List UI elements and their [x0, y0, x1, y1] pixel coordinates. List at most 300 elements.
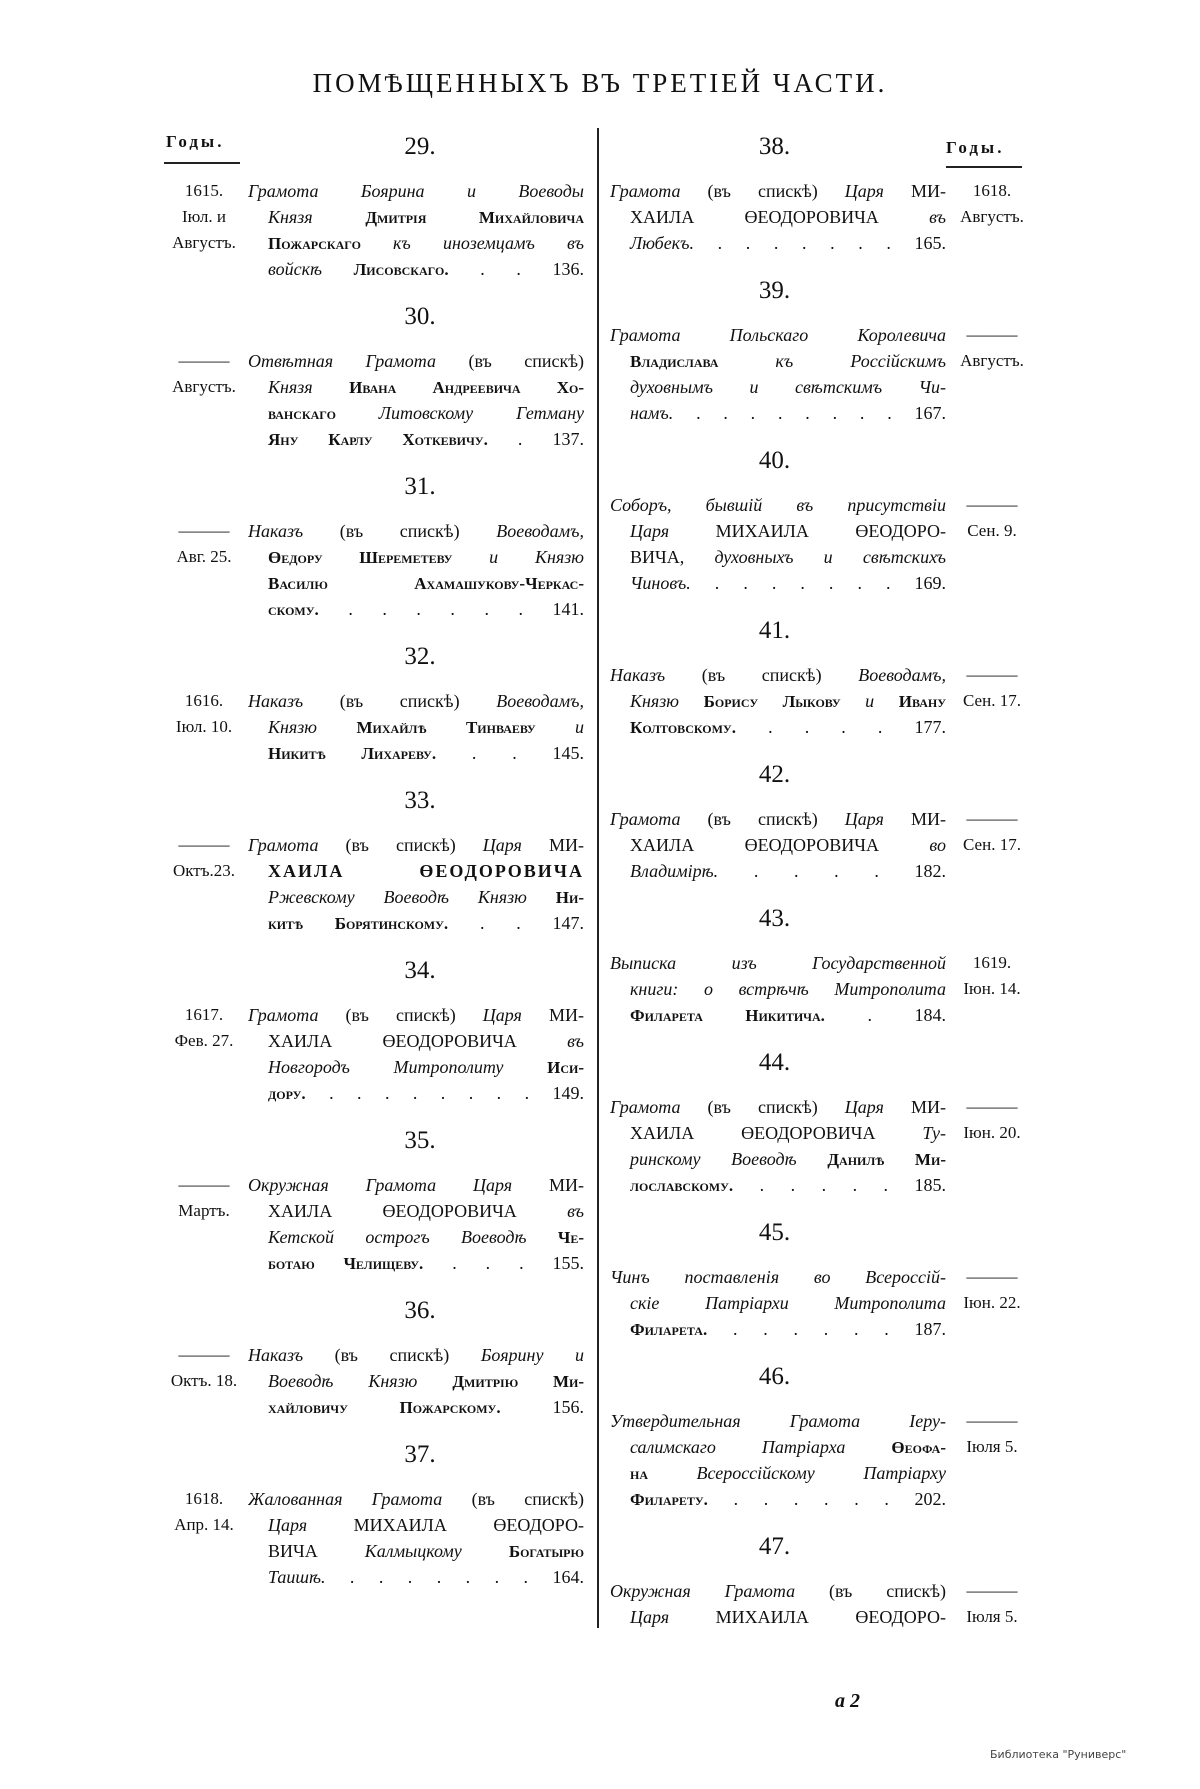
text-segment: Выписка изъ Государственной — [610, 953, 946, 973]
text-segment: Өедору Шереметеву — [268, 548, 490, 567]
toc-entry — [610, 806, 1035, 884]
entry-date-line: Апр. 14. — [174, 1515, 234, 1534]
entry-text-line — [610, 1264, 946, 1290]
text-segment: МИ- — [549, 835, 584, 855]
entry-text-line — [248, 596, 584, 622]
entry-text-line — [248, 1002, 584, 1028]
entry-date-line: Авг. 25. — [176, 547, 232, 566]
entry-text-line — [610, 1002, 946, 1028]
entry-date-line: ——— — [966, 1411, 1018, 1430]
text-segment: Василю Ахамашукову-Черкас- — [268, 574, 584, 593]
entry-number: 40. — [758, 447, 791, 474]
entry-text — [610, 492, 946, 596]
entry-text-line — [248, 178, 584, 204]
text-segment: ВИЧА, — [630, 547, 715, 567]
text-segment: Новгородъ Митрополиту — [268, 1057, 548, 1077]
text-segment: Князю — [630, 691, 704, 711]
text-segment: китѣ Борятинскому. — [268, 914, 449, 933]
entry-date-line: ——— — [178, 1175, 230, 1194]
text-segment: Михайлѣ Тинваеву — [356, 718, 576, 737]
entry-dates — [946, 1578, 1035, 1630]
library-watermark: Библиотека "Руниверс" — [990, 1748, 1127, 1761]
entry-date-line: Сен. 9. — [967, 521, 1017, 540]
text-segment: Грамота Боярина и Воеводы — [248, 181, 584, 201]
entry-number: 46. — [758, 1363, 791, 1390]
text-segment: Жалованная Грамота — [248, 1489, 472, 1509]
text-segment: МИ- — [911, 181, 946, 201]
entry-text-line — [610, 1290, 946, 1316]
text-segment: (въ спискѣ) — [471, 1489, 584, 1509]
text-segment: (въ спискѣ) — [707, 181, 845, 201]
text-segment: Князя — [268, 377, 350, 397]
entry-date-line: Фев. 27. — [174, 1031, 234, 1050]
text-segment: МИ- — [911, 809, 946, 829]
text-segment: Грамота — [248, 1005, 346, 1025]
entry-text-line — [248, 1538, 584, 1564]
entry-text — [610, 950, 946, 1028]
entry-text — [248, 832, 584, 936]
text-segment: Отвѣтная Грамота — [248, 351, 469, 371]
entry-text-line — [610, 230, 946, 256]
text-segment: Иси- — [547, 1058, 584, 1077]
entry-date-line: 1617. — [184, 1005, 224, 1024]
entry-text — [610, 1408, 946, 1512]
entry-date-line: 1618. — [972, 181, 1012, 200]
toc-entry — [160, 1172, 588, 1276]
entry-date-line: Іюл. и — [181, 207, 227, 226]
entry-text-line — [610, 178, 946, 204]
text-segment: Богатырю — [508, 1542, 584, 1561]
entry-text-line — [610, 1578, 946, 1604]
text-segment: Грамота — [610, 181, 708, 201]
entry-date-line: ——— — [966, 665, 1018, 684]
toc-entry — [160, 1002, 588, 1106]
entry-dates — [946, 662, 1035, 740]
text-segment: Царя — [630, 521, 716, 541]
entry-dates — [160, 688, 248, 766]
text-segment: Соборъ, бывшій въ присутствіи — [610, 495, 946, 515]
entry-text-line — [610, 832, 946, 858]
text-segment: Дмитрію Ми- — [452, 1372, 584, 1391]
text-segment: Ни- — [555, 888, 584, 907]
entry-text-line — [248, 1172, 584, 1198]
text-segment: МИ- — [549, 1175, 584, 1195]
entry-date-line: Іюл. 10. — [175, 717, 233, 736]
entry-text-line — [610, 714, 946, 740]
text-segment: Царя — [482, 835, 549, 855]
text-segment: . . . . . . . 164. — [325, 1567, 584, 1587]
text-segment: . . . . . 185. — [733, 1175, 946, 1195]
text-segment: . . . . . . . 169. — [690, 573, 946, 593]
entry-text-line — [248, 884, 584, 910]
text-segment: Царя — [844, 809, 911, 829]
text-segment: духовныхъ и свѣтскихъ — [714, 547, 946, 567]
entry-dates — [160, 1172, 248, 1276]
text-segment: въ — [567, 1201, 584, 1221]
entry-date-line: Августъ. — [172, 233, 236, 252]
text-segment: ванскаго — [268, 404, 379, 423]
text-segment: . . . . 182. — [718, 861, 946, 881]
entry-text-line — [248, 374, 584, 400]
text-segment: Таишѣ. — [268, 1567, 326, 1587]
text-segment: МИ- — [549, 1005, 584, 1025]
entry-dates — [946, 178, 1035, 256]
toc-entry — [610, 662, 1035, 740]
entry-text — [610, 322, 946, 426]
entry-number: 47. — [758, 1533, 791, 1560]
entry-dates — [946, 1408, 1035, 1512]
toc-entry — [160, 688, 588, 766]
entry-date-line: ——— — [966, 1267, 1018, 1286]
entry-date-line: 1619. — [972, 953, 1012, 972]
text-segment: . . 136. — [448, 259, 584, 279]
text-segment: въ — [567, 1031, 584, 1051]
entry-date-line: ——— — [966, 325, 1018, 344]
entry-text-line — [248, 1564, 584, 1590]
entry-text-line — [610, 1316, 946, 1342]
text-segment: . . . . . . 202. — [707, 1489, 946, 1509]
entry-date-line: 1615. — [184, 181, 224, 200]
entry-date-line: ——— — [966, 1581, 1018, 1600]
entry-text-line — [248, 1080, 584, 1106]
text-segment: Чиновъ. — [630, 573, 691, 593]
entry-number: 38. — [758, 133, 791, 160]
text-segment: Утвердительная Грамота Іеру- — [610, 1411, 946, 1431]
text-segment: МИ- — [911, 1097, 946, 1117]
right-column — [610, 112, 1035, 1630]
column-divider — [597, 128, 599, 1628]
text-segment: ВИЧА — [268, 1541, 365, 1561]
text-segment: . . . . . . 187. — [707, 1319, 946, 1339]
text-segment: Воеводамъ, — [858, 665, 946, 685]
entry-text-line — [248, 518, 584, 544]
text-segment: . 137. — [487, 429, 584, 449]
text-segment: ХАИЛА ӨЕОДОРОВИЧА — [630, 1123, 923, 1143]
entry-text — [610, 806, 946, 884]
text-segment: Никитѣ Лихареву. — [268, 744, 437, 763]
entry-text — [248, 178, 584, 282]
toc-entry — [610, 178, 1035, 256]
text-segment: (въ спискѣ) — [707, 1097, 845, 1117]
toc-entry — [610, 322, 1035, 426]
text-segment: Че- — [557, 1228, 584, 1247]
text-segment: . . . . 177. — [735, 717, 946, 737]
entry-number: 30. — [404, 303, 436, 330]
entry-text-line — [248, 714, 584, 740]
entry-text-line — [248, 832, 584, 858]
text-segment: 156. — [500, 1397, 584, 1417]
entry-date-line: ——— — [966, 495, 1018, 514]
entry-number: 42. — [758, 761, 791, 788]
entry-date-line: Іюля 5. — [966, 1437, 1018, 1456]
entry-date-line: Августъ. — [172, 377, 236, 396]
toc-entry — [160, 832, 588, 936]
entry-number: 34. — [404, 957, 436, 984]
entry-number: 43. — [758, 905, 791, 932]
text-segment: . . . . . . . 165. — [693, 233, 946, 253]
text-segment: . . . . . . . . 167. — [673, 403, 946, 423]
text-segment: . . . . . . 141. — [318, 599, 584, 619]
entry-text-line — [610, 1434, 946, 1460]
text-segment: (въ спискѣ) — [334, 1345, 481, 1365]
text-segment: Филарету. — [630, 1490, 708, 1509]
text-segment: войскѣ — [268, 259, 354, 279]
entry-number: 39. — [758, 277, 791, 304]
text-segment: Грамота Польскаго Королевича — [610, 325, 946, 345]
entry-text-line — [248, 570, 584, 596]
entry-text-line — [248, 1512, 584, 1538]
entry-text-line — [610, 1408, 946, 1434]
entry-text-line — [610, 976, 946, 1002]
text-segment: скіе Патріархи Митрополита — [630, 1293, 946, 1313]
entry-date-line: Августъ. — [960, 351, 1024, 370]
text-segment: (въ спискѣ) — [339, 691, 497, 711]
toc-entry — [160, 1342, 588, 1420]
text-segment: намъ. — [630, 403, 674, 423]
text-segment: (въ спискѣ) — [339, 521, 497, 541]
toc-entry — [610, 1408, 1035, 1512]
entry-text-line — [610, 806, 946, 832]
entry-dates — [946, 806, 1035, 884]
entry-text — [610, 662, 946, 740]
text-segment: Ивану — [898, 692, 946, 711]
entry-text-line — [248, 1342, 584, 1368]
entry-text-line — [610, 1486, 946, 1512]
text-segment: (въ спискѣ) — [701, 665, 859, 685]
entry-dates — [946, 1094, 1035, 1198]
text-segment: . 184. — [824, 1005, 946, 1025]
toc-entry — [610, 492, 1035, 596]
entry-text-line — [248, 1054, 584, 1080]
entry-text — [248, 1172, 584, 1276]
toc-entry — [610, 1578, 1035, 1630]
entry-text-line — [248, 1198, 584, 1224]
entry-number: 37. — [404, 1441, 436, 1468]
entry-text-line — [248, 256, 584, 282]
entry-text — [248, 1002, 584, 1106]
entry-date-line: Іюн. 14. — [963, 979, 1021, 998]
entry-dates — [946, 1264, 1035, 1342]
text-segment: во — [929, 835, 946, 855]
entry-text-line — [610, 492, 946, 518]
entry-text — [248, 688, 584, 766]
text-segment: и Князю — [489, 547, 584, 567]
text-segment: Литовскому Гетману — [378, 403, 584, 423]
text-segment: Воеводѣ Князю — [268, 1371, 453, 1391]
entry-text-line — [610, 858, 946, 884]
text-segment: Царя — [844, 181, 911, 201]
entry-text — [610, 178, 946, 256]
text-segment: въ — [929, 207, 946, 227]
entry-number: 35. — [404, 1127, 436, 1154]
entry-number: 41. — [758, 617, 791, 644]
text-segment: и — [575, 717, 584, 737]
entry-text-line — [610, 374, 946, 400]
text-segment: и — [865, 691, 899, 711]
text-segment: ХАИЛА ӨЕОДОРОВИЧА — [630, 207, 930, 227]
entry-number: 33. — [404, 787, 436, 814]
entry-text-line — [610, 662, 946, 688]
entry-text-line — [610, 322, 946, 348]
toc-entry — [610, 950, 1035, 1028]
entry-dates — [160, 518, 248, 622]
text-segment: Колтовскому. — [630, 718, 736, 737]
entry-text-line — [610, 570, 946, 596]
text-segment: хайловичу Пожарскому. — [268, 1398, 501, 1417]
entry-text — [610, 1578, 946, 1630]
text-segment: Ту- — [922, 1123, 946, 1143]
entry-text-line — [248, 1224, 584, 1250]
toc-entry — [160, 178, 588, 282]
text-segment: Грамота — [248, 835, 346, 855]
entry-dates — [160, 178, 248, 282]
text-segment: Окружная Грамота Царя — [248, 1175, 549, 1195]
text-segment: (въ спискѣ) — [829, 1581, 946, 1601]
entry-text-line — [610, 518, 946, 544]
text-segment: Яну Карлу Хоткевичу. — [268, 430, 488, 449]
text-segment: салимскаго Патріарха — [630, 1437, 892, 1457]
text-segment: скому. — [268, 600, 319, 619]
entry-text-line — [610, 1604, 946, 1630]
text-segment: ХАИЛА ӨЕОДОРОВИЧА — [268, 1031, 568, 1051]
entry-date-line: 1616. — [184, 691, 224, 710]
entry-text — [610, 1094, 946, 1198]
text-segment: Владимірѣ. — [630, 861, 719, 881]
text-segment: Данилѣ Ми- — [827, 1150, 946, 1169]
text-segment: Воеводамъ, — [496, 691, 584, 711]
text-segment: Өеофа- — [891, 1438, 946, 1457]
entry-date-line: Іюн. 20. — [963, 1123, 1021, 1142]
entry-text-line — [248, 1028, 584, 1054]
text-segment: Владислава — [630, 352, 776, 371]
entry-date-line: Октъ.23. — [172, 861, 236, 880]
text-segment: духовнымъ и свѣтскимъ Чи- — [630, 377, 946, 397]
entry-text-line — [610, 1120, 946, 1146]
text-segment: Чинъ поставленія во Всероссій- — [610, 1267, 946, 1287]
entry-text-line — [610, 1172, 946, 1198]
toc-entry — [160, 518, 588, 622]
entry-date-line: ——— — [178, 351, 230, 370]
entry-date-line: Сен. 17. — [963, 835, 1021, 854]
years-header-right: Годы. — [946, 138, 1005, 157]
entry-dates — [160, 832, 248, 936]
text-segment: Воеводамъ, — [496, 521, 584, 541]
entry-date-line: ——— — [966, 809, 1018, 828]
text-segment: МИХАИЛА ӨЕОДОРО- — [353, 1515, 584, 1535]
text-segment: Лисовскаго. — [353, 260, 449, 279]
entry-dates — [160, 1342, 248, 1420]
text-segment: МИХАИЛА ӨЕОДОРО- — [715, 1607, 946, 1627]
text-segment: Царя — [630, 1607, 716, 1627]
text-segment: МИХАИЛА ӨЕОДОРО- — [715, 521, 946, 541]
entry-number: 32. — [404, 643, 436, 670]
text-segment: (въ спискѣ) — [345, 1005, 483, 1025]
entry-dates — [946, 322, 1035, 426]
text-segment: Окружная Грамота — [610, 1581, 829, 1601]
entry-text-line — [610, 204, 946, 230]
entry-text-line — [248, 204, 584, 230]
entry-text-line — [610, 688, 946, 714]
page-title: ПОМѢЩЕННЫХЪ ВЪ ТРЕТІЕЙ ЧАСТИ. — [312, 68, 888, 98]
text-segment: (въ спискѣ) — [345, 835, 483, 855]
text-segment: . . . . . . . . 149. — [305, 1083, 584, 1103]
entry-number: 44. — [758, 1049, 791, 1076]
entry-text-line — [248, 1368, 584, 1394]
entry-text-line — [248, 858, 584, 884]
entry-date-line: Октъ. 18. — [170, 1371, 238, 1390]
entry-date-line: Августъ. — [960, 207, 1024, 226]
text-segment: къ иноземцамъ въ — [392, 233, 584, 253]
entry-text — [248, 1486, 584, 1590]
entry-text — [610, 1264, 946, 1342]
toc-entry — [610, 1094, 1035, 1198]
entry-date-line: Мартъ. — [178, 1201, 230, 1220]
text-segment: (въ спискѣ) — [707, 809, 845, 829]
text-segment: Наказъ — [248, 1345, 335, 1365]
text-segment: Грамота — [610, 809, 708, 829]
entry-text-line — [248, 740, 584, 766]
entry-number: 36. — [404, 1297, 436, 1324]
entry-text-line — [610, 1460, 946, 1486]
entry-dates — [160, 348, 248, 452]
entry-text-line — [610, 1146, 946, 1172]
entry-date-line: 1618. — [184, 1489, 224, 1508]
text-segment: книги: о встрѣчѣ Митрополита — [630, 979, 946, 999]
entry-number: 31. — [404, 473, 436, 500]
entry-date-line: Сен. 17. — [963, 691, 1021, 710]
text-segment: Царя — [482, 1005, 549, 1025]
text-segment: Любекъ. — [630, 233, 694, 253]
text-segment: ХАИЛА ӨЕОДОРОВИЧА — [268, 861, 584, 881]
entry-text — [248, 518, 584, 622]
text-segment: (въ спискѣ) — [468, 351, 584, 371]
entry-date-line: Іюля 5. — [966, 1607, 1018, 1626]
text-segment: ринскому Воеводѣ — [630, 1149, 828, 1169]
text-segment: Грамота — [610, 1097, 708, 1117]
entry-text-line — [610, 348, 946, 374]
text-segment: на — [630, 1464, 697, 1483]
text-segment: Князя — [268, 207, 366, 227]
entry-number: 29. — [404, 133, 436, 160]
entry-text-line — [248, 1250, 584, 1276]
text-segment: лославскому. — [630, 1176, 734, 1195]
entry-text — [248, 348, 584, 452]
entry-dates — [946, 950, 1035, 1028]
entry-date-line: Іюн. 22. — [963, 1293, 1021, 1312]
entry-dates — [160, 1002, 248, 1106]
text-segment: къ Россійскимъ — [775, 351, 946, 371]
text-segment: Филарета Никитича. — [630, 1006, 825, 1025]
entry-text-line — [610, 950, 946, 976]
entry-text-line — [248, 230, 584, 256]
entry-text-line — [610, 544, 946, 570]
text-segment: Князю — [268, 717, 357, 737]
entry-text-line — [248, 426, 584, 452]
entry-dates — [946, 492, 1035, 596]
text-segment: Дмитрія Михайловича — [365, 208, 584, 227]
entry-text-line — [248, 910, 584, 936]
text-segment: Ржевскому Воеводѣ Князю — [268, 887, 556, 907]
toc-entry — [610, 1264, 1035, 1342]
entry-text-line — [248, 1486, 584, 1512]
text-segment: Наказъ — [610, 665, 702, 685]
text-segment: дору. — [268, 1084, 306, 1103]
left-column — [160, 112, 588, 1590]
years-header-left: Годы. — [166, 132, 225, 151]
text-segment: Пожарскаго — [268, 234, 393, 253]
text-segment: Всероссійскому Патріарху — [696, 1463, 946, 1483]
entry-text-line — [610, 400, 946, 426]
